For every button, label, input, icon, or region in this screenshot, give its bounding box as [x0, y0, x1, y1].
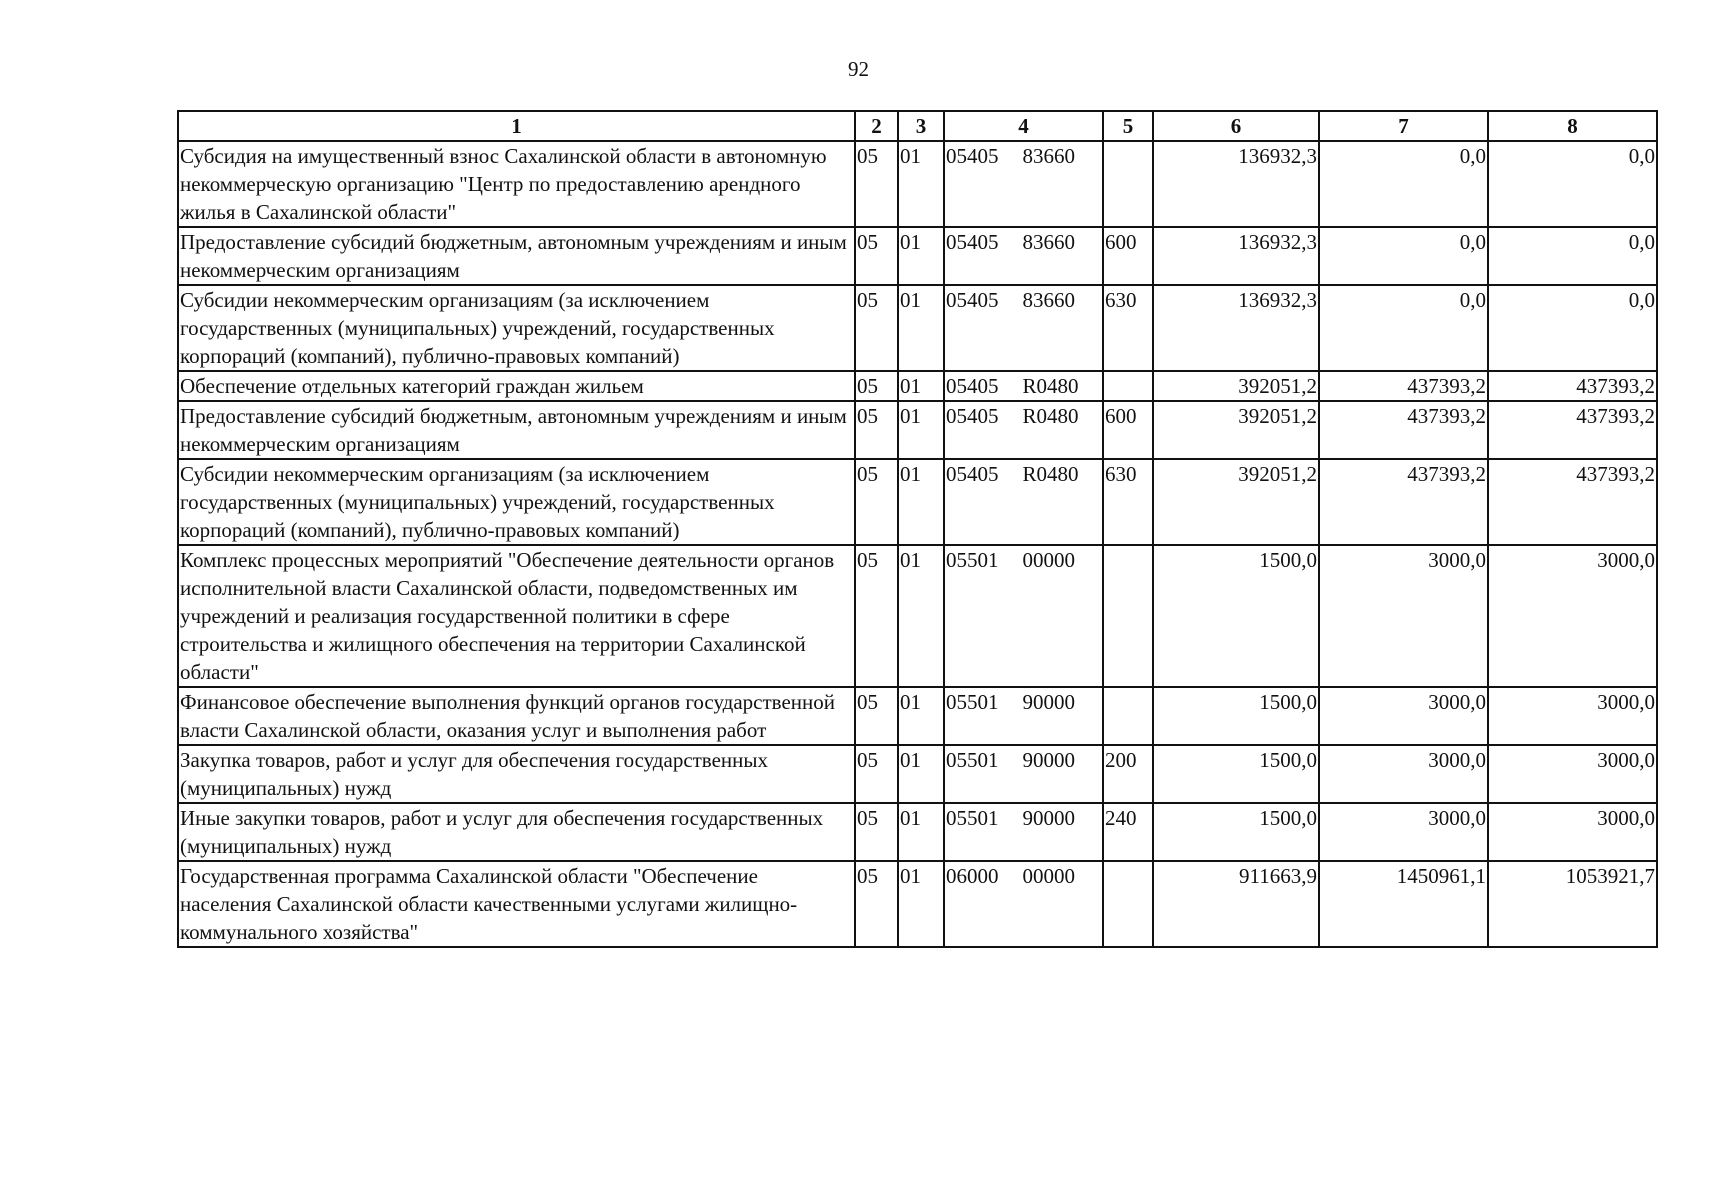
row-subsection-code: 01 — [898, 687, 944, 745]
row-subsection-code: 01 — [898, 285, 944, 371]
row-name: Обеспечение отдельных категорий граждан жильем — [178, 371, 855, 401]
row-section-code: 05 — [855, 745, 898, 803]
row-value-col6: 136932,3 — [1153, 285, 1319, 371]
row-value-col7: 1450961,1 — [1319, 861, 1488, 947]
row-value-col7: 3000,0 — [1319, 545, 1488, 687]
row-value-col7: 437393,2 — [1319, 401, 1488, 459]
row-name: Субсидии некоммерческим организациям (за исключением государственных (муниципальных) учреждений, государственных корпораций (компаний), публично-правовых компаний) — [178, 285, 855, 371]
row-subsection-code: 01 — [898, 861, 944, 947]
row-expense-type — [1103, 545, 1153, 687]
row-subsection-code: 01 — [898, 401, 944, 459]
row-value-col6: 1500,0 — [1153, 687, 1319, 745]
row-section-code: 05 — [855, 285, 898, 371]
row-target-code — [944, 459, 1103, 545]
row-target-code — [944, 861, 1103, 947]
row-name: Комплекс процессных мероприятий "Обеспечение деятельности органов исполнительной власти Сахалинской области, подведомственных им учреждений и реализация государственной политики в сфере строительства и жилищного обеспечения на территории Сахалинской области" — [178, 545, 855, 687]
row-value-col7: 0,0 — [1319, 141, 1488, 227]
target-code-program: 06000 — [946, 864, 999, 888]
row-target-code — [944, 687, 1103, 745]
row-target-code — [944, 545, 1103, 687]
row-value-col7: 3000,0 — [1319, 745, 1488, 803]
header-col-5: 5 — [1103, 111, 1153, 141]
row-expense-type: 600 — [1103, 227, 1153, 285]
row-value-col6: 911663,9 — [1153, 861, 1319, 947]
target-code-direction: 83660 — [1022, 230, 1075, 254]
row-value-col7: 437393,2 — [1319, 371, 1488, 401]
row-name: Субсидия на имущественный взнос Сахалинской области в автономную некоммерческую организацию "Центр по предоставлению арендного жилья в Сахалинской области" — [178, 141, 855, 227]
row-name: Предоставление субсидий бюджетным, автономным учреждениям и иным некоммерческим организациям — [178, 227, 855, 285]
row-value-col8: 3000,0 — [1488, 545, 1657, 687]
target-code-direction: 90000 — [1022, 690, 1075, 714]
row-section-code: 05 — [855, 459, 898, 545]
row-section-code: 05 — [855, 545, 898, 687]
target-code-program: 05405 — [946, 288, 999, 312]
target-code-program: 05405 — [946, 144, 999, 168]
row-expense-type — [1103, 687, 1153, 745]
row-name: Государственная программа Сахалинской области "Обеспечение населения Сахалинской области качественными услугами жилищно-коммунального хозяйства" — [178, 861, 855, 947]
target-code-program: 05501 — [946, 548, 999, 572]
row-expense-type: 240 — [1103, 803, 1153, 861]
row-value-col7: 437393,2 — [1319, 459, 1488, 545]
target-code-direction: R0480 — [1022, 404, 1079, 428]
row-subsection-code: 01 — [898, 459, 944, 545]
row-value-col7: 0,0 — [1319, 285, 1488, 371]
row-expense-type: 600 — [1103, 401, 1153, 459]
row-target-code — [944, 141, 1103, 227]
target-code-direction: R0480 — [1022, 462, 1079, 486]
row-section-code: 05 — [855, 141, 898, 227]
row-value-col8: 437393,2 — [1488, 459, 1657, 545]
row-value-col8: 437393,2 — [1488, 401, 1657, 459]
row-expense-type: 630 — [1103, 285, 1153, 371]
budget-table — [177, 110, 1658, 948]
row-subsection-code: 01 — [898, 745, 944, 803]
row-value-col8: 0,0 — [1488, 227, 1657, 285]
row-target-code — [944, 227, 1103, 285]
row-subsection-code: 01 — [898, 227, 944, 285]
row-value-col8: 3000,0 — [1488, 803, 1657, 861]
row-value-col6: 392051,2 — [1153, 371, 1319, 401]
target-code-direction: 90000 — [1022, 806, 1075, 830]
row-section-code: 05 — [855, 687, 898, 745]
table-row — [178, 803, 1657, 861]
row-subsection-code: 01 — [898, 545, 944, 687]
row-section-code: 05 — [855, 803, 898, 861]
header-col-6: 6 — [1153, 111, 1319, 141]
row-value-col8: 3000,0 — [1488, 687, 1657, 745]
row-name: Субсидии некоммерческим организациям (за исключением государственных (муниципальных) учреждений, государственных корпораций (компаний), публично-правовых компаний) — [178, 459, 855, 545]
row-expense-type — [1103, 371, 1153, 401]
row-expense-type: 630 — [1103, 459, 1153, 545]
table-row — [178, 401, 1657, 459]
table-row — [178, 285, 1657, 371]
row-target-code — [944, 285, 1103, 371]
header-row — [178, 111, 1657, 141]
row-expense-type: 200 — [1103, 745, 1153, 803]
target-code-direction: 83660 — [1022, 288, 1075, 312]
row-expense-type — [1103, 861, 1153, 947]
row-name: Иные закупки товаров, работ и услуг для обеспечения государственных (муниципальных) нужд — [178, 803, 855, 861]
row-value-col6: 392051,2 — [1153, 401, 1319, 459]
row-target-code — [944, 371, 1103, 401]
row-target-code — [944, 803, 1103, 861]
target-code-direction: 90000 — [1022, 748, 1075, 772]
table-row — [178, 141, 1657, 227]
row-section-code: 05 — [855, 401, 898, 459]
row-name: Закупка товаров, работ и услуг для обеспечения государственных (муниципальных) нужд — [178, 745, 855, 803]
table-row — [178, 861, 1657, 947]
row-name: Предоставление субсидий бюджетным, автономным учреждениям и иным некоммерческим организациям — [178, 401, 855, 459]
row-value-col8: 0,0 — [1488, 141, 1657, 227]
target-code-program: 05501 — [946, 690, 999, 714]
row-expense-type — [1103, 141, 1153, 227]
row-value-col8: 0,0 — [1488, 285, 1657, 371]
table-row — [178, 459, 1657, 545]
header-col-1: 1 — [178, 111, 855, 141]
row-subsection-code: 01 — [898, 803, 944, 861]
target-code-direction: 00000 — [1022, 548, 1075, 572]
table-row — [178, 545, 1657, 687]
header-col-4: 4 — [944, 111, 1103, 141]
row-value-col7: 0,0 — [1319, 227, 1488, 285]
row-subsection-code: 01 — [898, 141, 944, 227]
row-subsection-code: 01 — [898, 371, 944, 401]
row-value-col6: 136932,3 — [1153, 227, 1319, 285]
row-value-col8: 437393,2 — [1488, 371, 1657, 401]
header-col-3: 3 — [898, 111, 944, 141]
row-value-col6: 1500,0 — [1153, 745, 1319, 803]
row-value-col7: 3000,0 — [1319, 803, 1488, 861]
target-code-direction: 83660 — [1022, 144, 1075, 168]
target-code-program: 05405 — [946, 230, 999, 254]
row-section-code: 05 — [855, 371, 898, 401]
row-value-col6: 1500,0 — [1153, 545, 1319, 687]
page-number: 92 — [848, 57, 869, 81]
row-value-col6: 392051,2 — [1153, 459, 1319, 545]
row-target-code — [944, 745, 1103, 803]
row-value-col8: 1053921,7 — [1488, 861, 1657, 947]
row-value-col6: 136932,3 — [1153, 141, 1319, 227]
table-row — [178, 745, 1657, 803]
table-row — [178, 687, 1657, 745]
row-section-code: 05 — [855, 227, 898, 285]
target-code-program: 05501 — [946, 806, 999, 830]
table-row — [178, 371, 1657, 401]
row-value-col7: 3000,0 — [1319, 687, 1488, 745]
target-code-direction: R0480 — [1022, 374, 1079, 398]
header-col-7: 7 — [1319, 111, 1488, 141]
header-col-8: 8 — [1488, 111, 1657, 141]
row-value-col6: 1500,0 — [1153, 803, 1319, 861]
target-code-program: 05501 — [946, 748, 999, 772]
target-code-direction: 00000 — [1022, 864, 1075, 888]
row-name: Финансовое обеспечение выполнения функций органов государственной власти Сахалинской области, оказания услуг и выполнения работ — [178, 687, 855, 745]
row-value-col8: 3000,0 — [1488, 745, 1657, 803]
target-code-program: 05405 — [946, 462, 999, 486]
target-code-program: 05405 — [946, 404, 999, 428]
row-section-code: 05 — [855, 861, 898, 947]
header-col-2: 2 — [855, 111, 898, 141]
table-row — [178, 227, 1657, 285]
row-target-code — [944, 401, 1103, 459]
target-code-program: 05405 — [946, 374, 999, 398]
